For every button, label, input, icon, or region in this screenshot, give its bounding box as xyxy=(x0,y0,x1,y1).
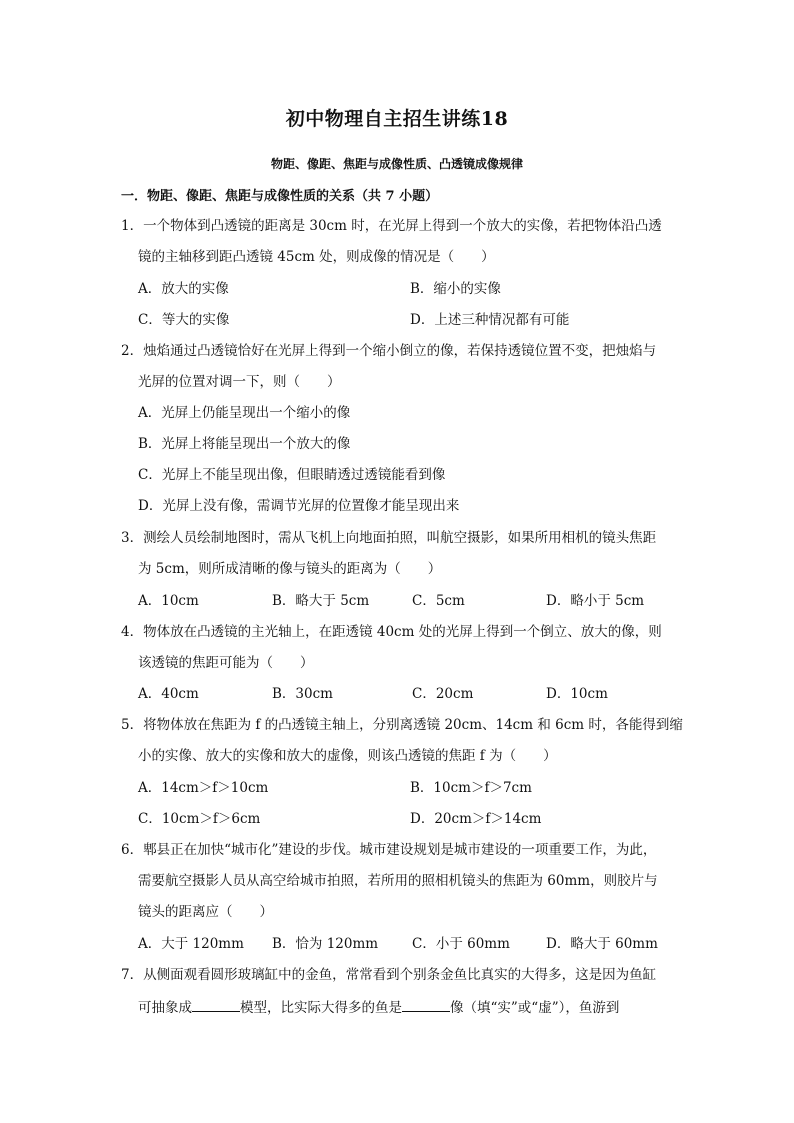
q5-line-1: 5．将物体放在焦距为 f 的凸透镜主轴上，分别离透镜 20cm、14cm 和 6cm 时，各能得到缩 xyxy=(121,717,683,733)
q4-option-d: D．10cm xyxy=(546,686,608,702)
q1-option-d: D．上述三种情况都有可能 xyxy=(410,312,570,328)
q5-option-a: A．14cm＞f＞10cm xyxy=(138,780,269,796)
q3-option-c: C．5cm xyxy=(412,593,465,609)
q6-option-a: A．大于 120mm xyxy=(138,936,244,952)
q7-text-part-3: 像（填“实”或“虚”），鱼游到 xyxy=(450,1000,620,1016)
q2-option-d: D．光屏上没有像，需调节光屏的位置像才能呈现出来 xyxy=(138,498,460,514)
q4-option-c: C．20cm xyxy=(412,686,474,702)
q6-option-d: D．略大于 60mm xyxy=(546,936,658,952)
q4-option-b: B．30cm xyxy=(272,686,333,702)
q5-option-d: D．20cm＞f＞14cm xyxy=(410,811,542,827)
q7-text-part-1: 可抽象成 xyxy=(138,1000,192,1016)
q6-line-2: 需要航空摄影人员从高空给城市拍照，若所用的照相机镜头的焦距为 60mm，则胶片与 xyxy=(138,873,658,889)
section-heading: 一．物距、像距、焦距与成像性质的关系（共 7 小题） xyxy=(121,189,439,204)
page-subtitle: 物距、像距、焦距与成像性质、凸透镜成像规律 xyxy=(270,157,523,171)
q5-option-b: B．10cm＞f＞7cm xyxy=(410,780,532,796)
q7-answer-blank-1[interactable] xyxy=(192,997,240,1012)
q2-option-b: B．光屏上将能呈现出一个放大的像 xyxy=(138,436,351,452)
q5-option-c: C．10cm＞f＞6cm xyxy=(138,811,261,827)
q1-line-1: 1．一个物体到凸透镜的距离是 30cm 时，在光屏上得到一个放大的实像，若把物体沿凸透 xyxy=(121,218,662,234)
q2-line-1: 2．烛焰通过凸透镜恰好在光屏上得到一个缩小倒立的像，若保持透镜位置不变，把烛焰与 xyxy=(121,343,657,359)
q3-option-b: B．略大于 5cm xyxy=(272,593,370,609)
q6-line-1: 6．郫县正在加快“城市化”建设的步伐。城市建设规划是城市建设的一项重要工作，为此， xyxy=(121,842,657,858)
q1-option-a: A．放大的实像 xyxy=(138,281,229,297)
q7-line-2 xyxy=(138,997,619,1017)
q3-line-1: 3．测绘人员绘制地图时，需从飞机上向地面拍照，叫航空摄影，如果所用相机的镜头焦距 xyxy=(121,530,657,546)
q2-option-c: C．光屏上不能呈现出像，但眼睛透过透镜能看到像 xyxy=(138,467,446,483)
q5-line-2: 小的实像、放大的实像和放大的虚像，则该凸透镜的焦距 f 为（ ） xyxy=(138,748,557,764)
q1-line-2: 镜的主轴移到距凸透镜 45cm 处，则成像的情况是（ ） xyxy=(138,249,495,265)
q7-answer-blank-2[interactable] xyxy=(402,997,450,1012)
q6-option-b: B．恰为 120mm xyxy=(272,936,379,952)
q2-line-2: 光屏的位置对调一下，则（ ） xyxy=(138,374,341,390)
q3-line-2: 为 5cm，则所成清晰的像与镜头的距离为（ ） xyxy=(138,561,442,577)
q1-option-c: C．等大的实像 xyxy=(138,312,230,328)
q6-line-3: 镜头的距离应（ ） xyxy=(138,904,273,920)
q7-line-1: 7．从侧面观看圆形玻璃缸中的金鱼，常常看到个别条金鱼比真实的大得多，这是因为鱼缸 xyxy=(121,967,657,983)
q3-option-d: D．略小于 5cm xyxy=(546,593,645,609)
q1-option-b: B．缩小的实像 xyxy=(410,281,501,297)
q6-option-c: C．小于 60mm xyxy=(412,936,510,952)
q4-option-a: A．40cm xyxy=(138,686,199,702)
q3-option-a: A．10cm xyxy=(138,593,199,609)
q7-text-part-2: 模型，比实际大得多的鱼是 xyxy=(240,1000,402,1016)
page-title: 初中物理自主招生讲练18 xyxy=(285,108,509,130)
q4-line-2: 该透镜的焦距可能为（ ） xyxy=(138,655,314,671)
q4-line-1: 4．物体放在凸透镜的主光轴上，在距透镜 40cm 处的光屏上得到一个倒立、放大的像，则 xyxy=(121,624,662,640)
q2-option-a: A．光屏上仍能呈现出一个缩小的像 xyxy=(138,405,351,421)
